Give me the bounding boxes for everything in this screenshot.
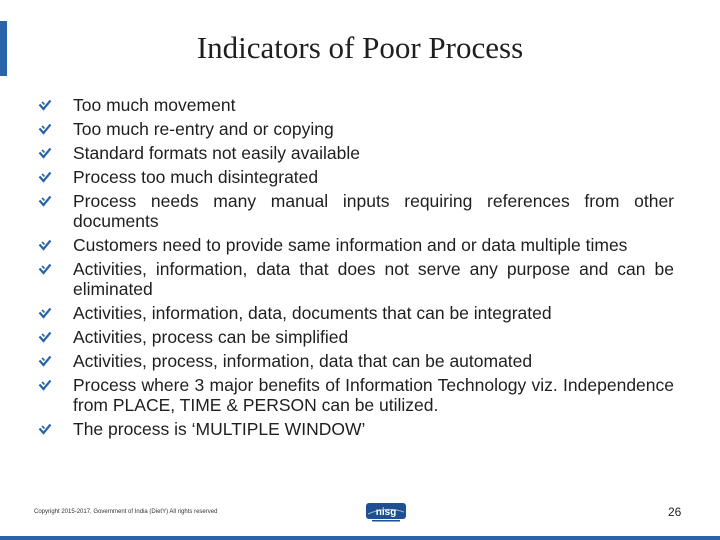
bullet-text: Process needs many manual inputs requiring references from other documents <box>73 191 674 231</box>
bullet-text: Too much re-entry and or copying <box>73 119 334 139</box>
list-item <box>38 235 674 255</box>
checkmark-diamond-icon <box>38 170 52 184</box>
bullet-text: Standard formats not easily available <box>73 143 360 163</box>
bullet-text: Too much movement <box>73 95 236 115</box>
bottom-border <box>0 536 720 540</box>
list-item <box>38 327 674 347</box>
slide-title: Indicators of Poor Process <box>196 30 524 65</box>
list-item <box>38 119 674 139</box>
checkmark-diamond-icon <box>38 146 52 160</box>
checkmark-diamond-icon <box>38 330 52 344</box>
page-number: 26 <box>668 505 682 519</box>
bullet-text: Process too much disintegrated <box>73 167 319 187</box>
checkmark-diamond-icon <box>38 422 52 436</box>
bullet-text: Customers need to provide same information and or data multiple times <box>73 235 628 255</box>
list-item <box>38 95 674 115</box>
bullet-list <box>38 95 674 443</box>
bullet-text: The process is ‘MULTIPLE WINDOW’ <box>73 419 366 439</box>
list-item <box>38 351 674 371</box>
bullet-text: Activities, process, information, data that can be automated <box>73 351 533 371</box>
list-item <box>38 167 674 187</box>
bullet-text: Activities, process can be simplified <box>73 327 349 347</box>
checkmark-diamond-icon <box>38 98 52 112</box>
list-item <box>38 259 674 299</box>
checkmark-diamond-icon <box>38 354 52 368</box>
nisg-logo <box>366 503 406 523</box>
checkmark-diamond-icon <box>38 306 52 320</box>
bullet-text: Activities, information, data that does not serve any purpose and can be eliminated <box>73 259 674 299</box>
list-item <box>38 419 674 439</box>
list-item <box>38 143 674 163</box>
checkmark-diamond-icon <box>38 378 52 392</box>
logo-text: nisg <box>375 507 397 518</box>
list-item <box>38 191 674 231</box>
list-item <box>38 375 674 415</box>
checkmark-diamond-icon <box>38 194 52 208</box>
copyright-text: Copyright 2015-2017, Government of India (DietY) All rights reserved <box>34 509 218 515</box>
checkmark-diamond-icon <box>38 262 52 276</box>
checkmark-diamond-icon <box>38 238 52 252</box>
checkmark-diamond-icon <box>38 122 52 136</box>
list-item <box>38 303 674 323</box>
bullet-text: Process where 3 major benefits of Information Technology viz. Independence from PLACE, TIME & PERSON can be utilized. <box>73 375 674 415</box>
bullet-text: Activities, information, data, documents that can be integrated <box>73 303 552 323</box>
